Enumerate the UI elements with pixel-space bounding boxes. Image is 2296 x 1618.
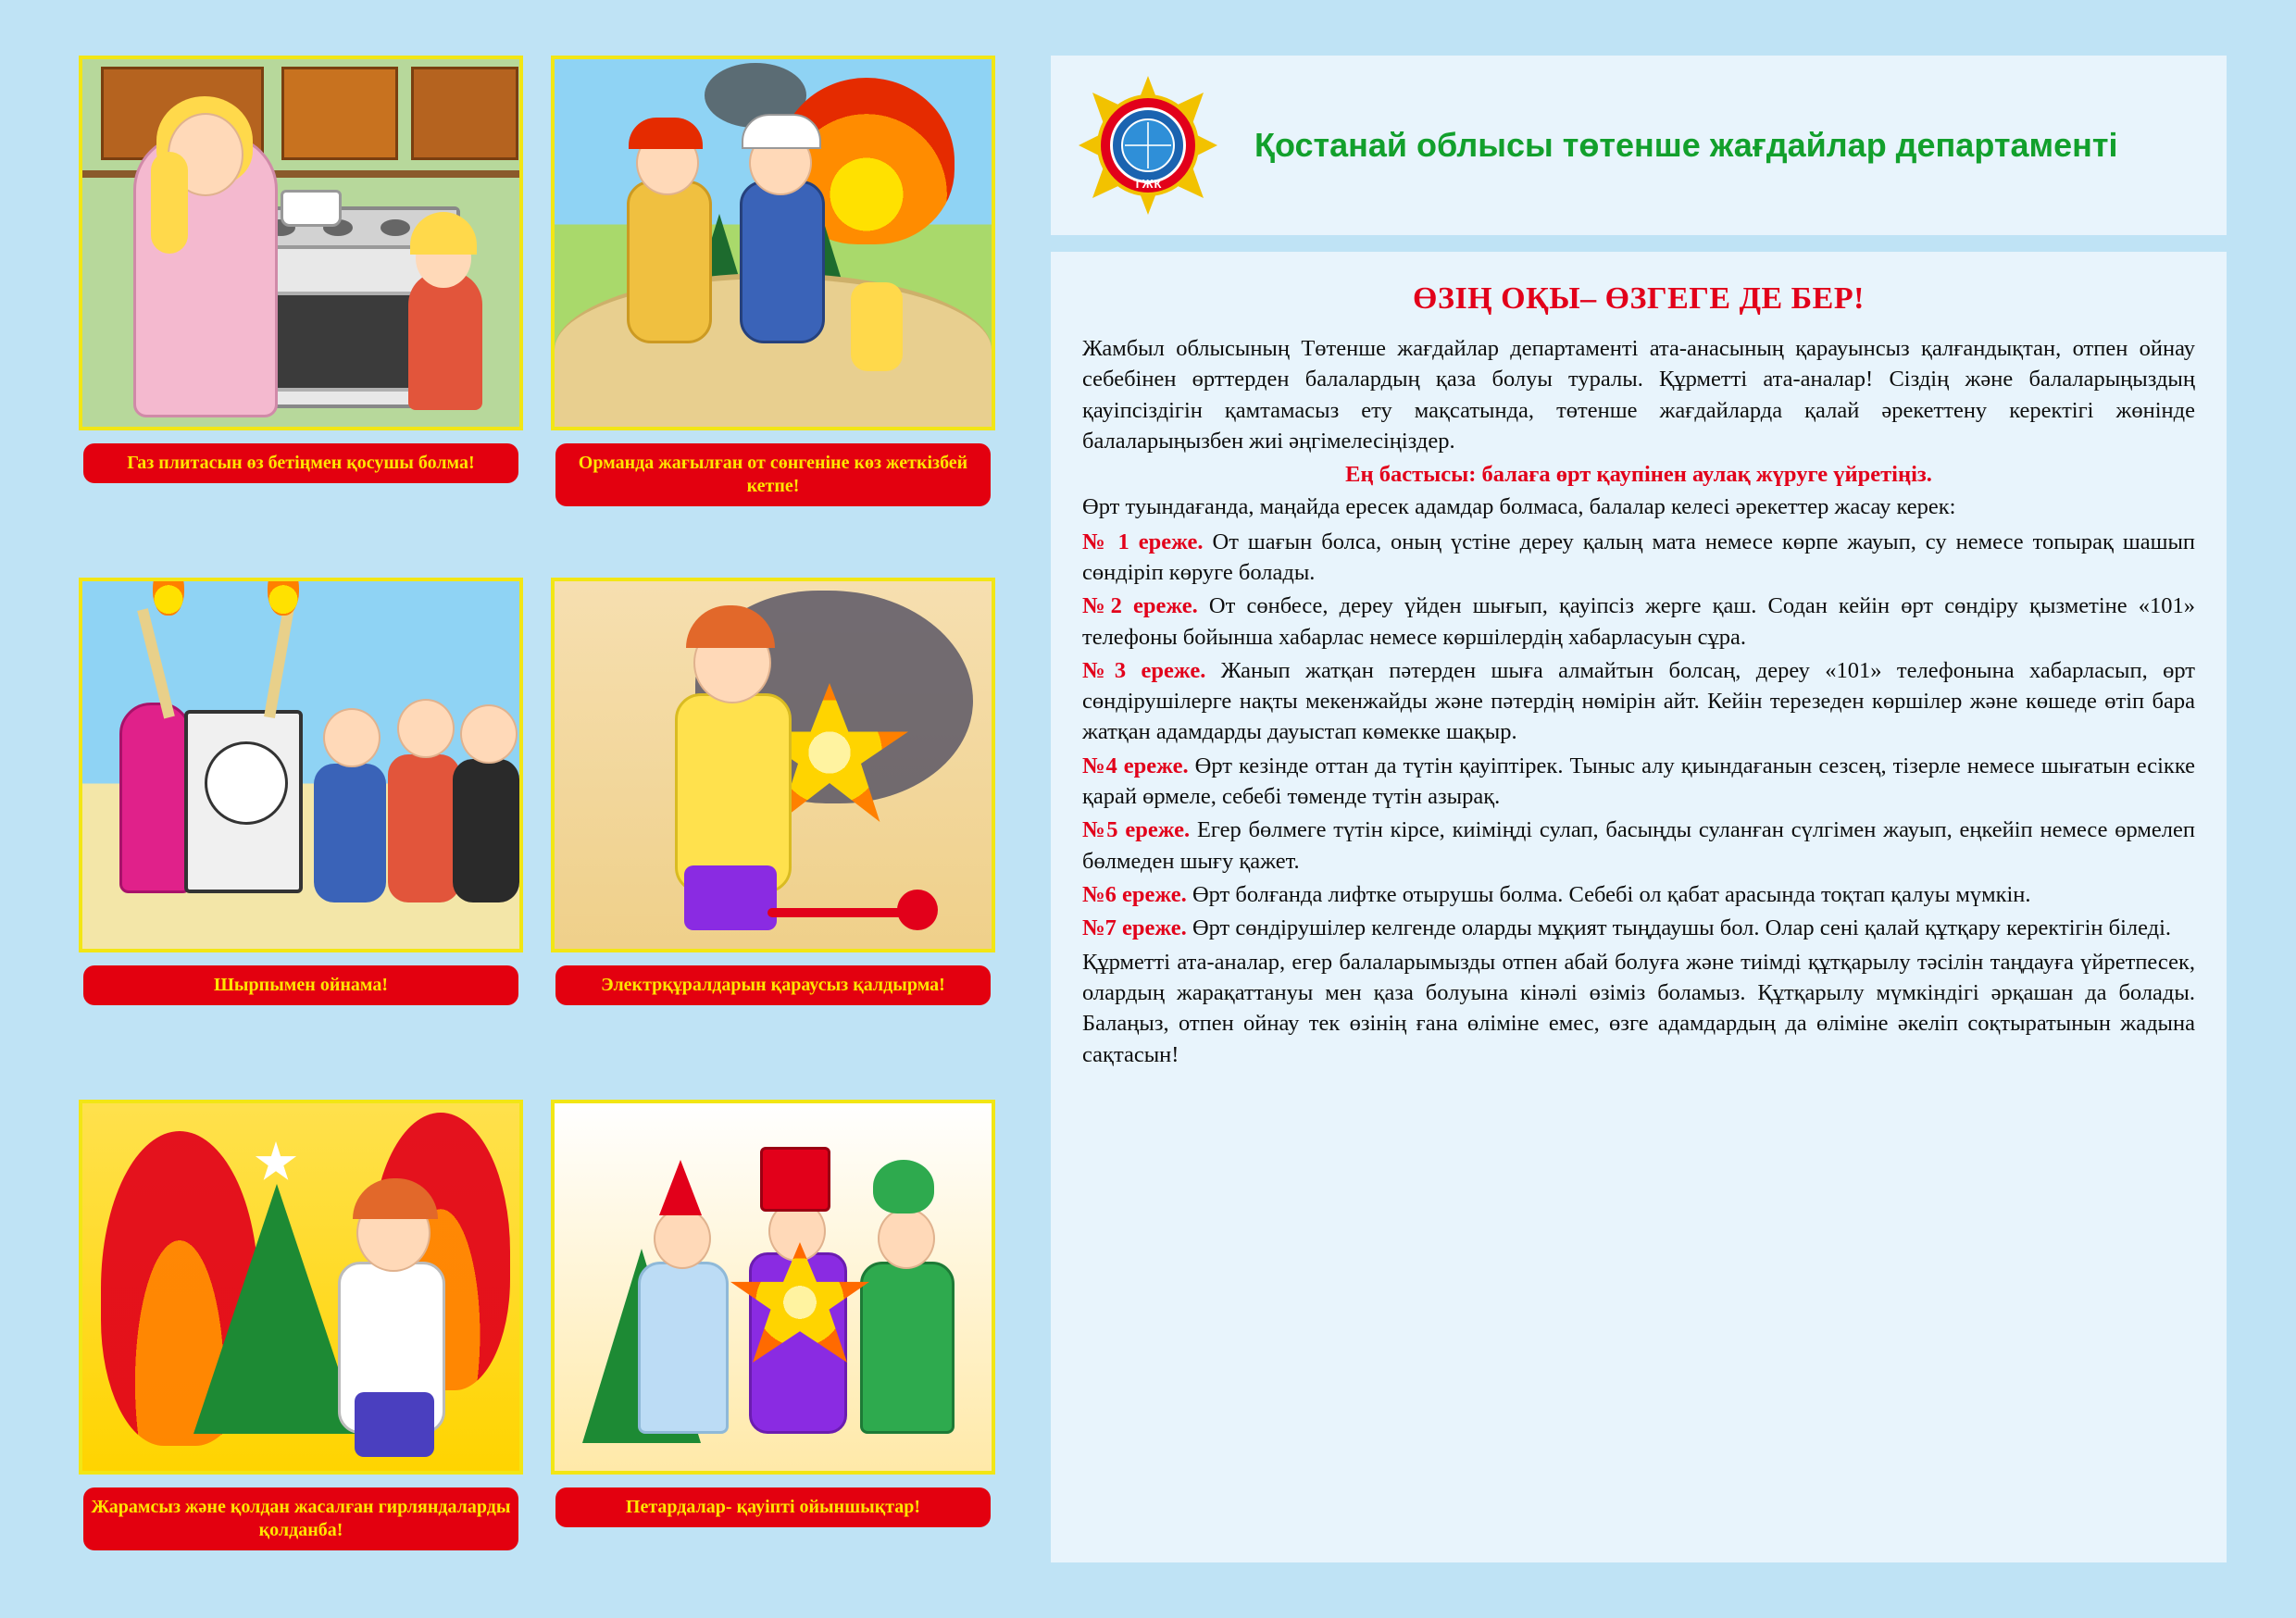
rule-number-3: №3 ереже. [1082,657,1206,683]
scene-electric-shock-art [555,581,992,949]
caption-gas-stove: Газ плитасын өз бетіңмен қосушы болма! [83,443,518,483]
rule-text-1: От шағын болса, оның үстіне дереу қалың мата немесе көрпе жауып, су немесе топырақ шашып сөндіріп көруге болады. [1082,529,2196,585]
illustration-cell-firecrackers [551,1100,995,1562]
department-title: Қостанай облысы төтенше жағдайлар департаменті [1254,125,2118,164]
picture-firecrackers [551,1100,995,1475]
illustration-cell-electric-devices [551,578,995,1040]
illustration-row-2 [79,578,1014,1040]
scene-matches-art [82,581,519,949]
illustration-cell-garland [79,1100,523,1562]
emergency-department-emblem-icon [1079,76,1217,215]
rule-text-5: Егер бөлмеге түтін кірсе, киіміңді сулап, басыңды суланған сүлгімен жауып, еңкейіп немесе өрмелеп бөлмеден шығу қажет. [1082,817,2195,874]
rule-item-4 [1082,751,2195,813]
rule-text-7: Өрт сөндірушілер келгенде оларды мұқият тыңдаушы бол. Олар сені қалай құтқару керектігін біледі. [1186,915,2172,941]
picture-matches [79,578,523,952]
rule-item-1 [1082,527,2195,589]
rule-number-1: № 1 ереже. [1082,529,1204,554]
caption-matches: Шырпымен ойнама! [83,965,518,1005]
rule-item-5 [1082,815,2195,877]
illustration-cell-forest-fire [551,56,995,518]
article-lead: Өрт туындағанда, маңайда ересек адамдар болмаса, балалар келесі әрекеттер жасау керек: [1082,494,1956,520]
scene-forest-fire-art [555,59,992,427]
emblem-abbr-label: ТЖК [1133,177,1163,191]
scene-firecrackers-art [555,1103,992,1471]
rule-number-7: №7 ереже. [1082,915,1187,941]
illustration-row-1 [79,56,1014,518]
rule-text-2: От сөнбесе, дереу үйден шығып, қауіпсіз жерге қаш. Содан кейін өрт сөндіру қызметіне «101» телефоны бойынша хабарлас немесе көршілердің хабарласуын сұра. [1082,593,2195,650]
article-intro: Жамбыл облысының Төтенше жағдайлар департаменті ата-анасының қарауынсыз қалғандықтан, отпен ойнау себебінен өрттерден балалардың қаза болуы туралы. Құрметті ата-аналар! Сіздің және балаларыңыздың қауіпсіздігін қамтамасыз ету мақсатында, төтенше жағдайларда қалай әрекеттену керектігі жөнінде балаларыңызбен жиі әңгімелесіңіздер. [1082,336,2195,454]
illustration-row-3 [79,1100,1014,1562]
article-outro: Құрметті ата-аналар, егер балаларымызды отпен абай болуға және тиімді құтқарылу тәсілін таңдауға үйретпесек, олардың жарақаттануы мен қаза болуына кінәлі өзіміз боламыз. Құтқарылу мүмкіндігі әрқашан да болады. Балаңыз, отпен ойнау тек өзінің ғана өліміне емес, өзге адамдардың да өліміне әкеліп соқтыратынын жадына сақтасын! [1082,949,2195,1067]
rule-number-2: №2 ереже. [1082,593,1198,619]
illustration-cell-matches [79,578,523,1040]
article-title: ӨЗІҢ ОҚЫ– ӨЗГЕГЕ ДЕ БЕР! [1413,281,1865,316]
rule-number-5: №5 ереже. [1082,817,1191,843]
rule-item-2 [1082,591,2195,653]
article-body [1051,252,2227,1562]
rule-text-4: Өрт кезінде оттан да түтін қауіптірек. Тыныс алу қиындағанын сезсең, тізерле немесе шығатын есікке қарай өрмеле, себебі төменде түтін азырақ. [1082,753,2195,810]
scene-kitchen-art [82,59,519,427]
scene-burning-tree-art [82,1103,519,1471]
rule-item-6 [1082,879,2195,910]
caption-firecrackers: Петардалар- қауіпті ойыншықтар! [555,1487,991,1527]
caption-garland: Жарамсыз және қолдан жасалған гирляндаларды қолданба! [83,1487,518,1550]
illustration-cell-gas-stove [79,56,523,518]
picture-garland [79,1100,523,1475]
caption-electric-devices: Электрқұралдарын қараусыз қалдырма! [555,965,991,1005]
rule-number-6: №6 ереже. [1082,882,1187,907]
illustration-grid [79,56,1014,1562]
rule-text-6: Өрт болғанда лифтке отырушы болма. Себебі ол қабат арасында тоқтап қалуы мүмкін. [1186,882,2031,907]
rule-item-7 [1082,913,2195,943]
picture-forest-fire [551,56,995,430]
rule-number-4: №4 ереже. [1082,753,1189,778]
article-highlight: Ең бастысы: балаға өрт қаупінен аулақ жүруге үйретіңіз. [1345,462,1932,488]
rule-text-3: Жанып жатқан пәтерден шыға алмайтын болсаң, дереу «101» телефонына хабарласып, өрт сөндірушілерге нақты мекенжайды және пәтердің нөмірін айт. Кейін терезеден көршілер және көшеде өтіп бара жатқан адамдарды дауыстап көмекке шақыр. [1082,657,2195,745]
header-band [1051,56,2227,235]
text-column [1051,56,2227,1562]
caption-forest-fire: Орманда жағылған от сөнгеніне көз жеткізбей кетпе! [555,443,991,506]
rule-item-3 [1082,655,2195,748]
picture-gas-stove [79,56,523,430]
picture-electric-devices [551,578,995,952]
